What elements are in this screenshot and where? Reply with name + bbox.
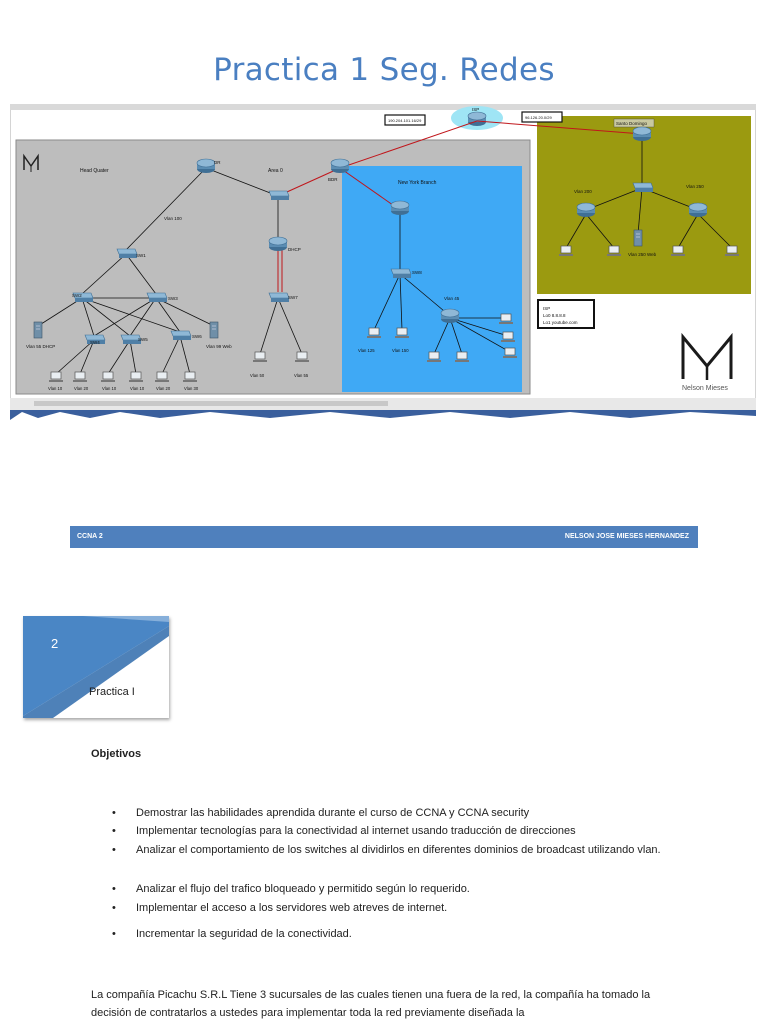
bdr-router bbox=[331, 159, 349, 173]
ny-router bbox=[391, 201, 409, 215]
dr-router bbox=[197, 159, 215, 173]
sw8-switch bbox=[391, 269, 411, 278]
isp-subnet-left: 190.204.101.16/29 bbox=[388, 118, 422, 123]
vlan250-router bbox=[689, 203, 707, 217]
dhcp-router bbox=[269, 237, 287, 251]
svg-text:Vlan 50: Vlan 50 bbox=[250, 373, 265, 378]
svg-text:Vlan 20: Vlan 20 bbox=[156, 386, 171, 391]
area0-switch bbox=[269, 191, 289, 200]
svg-text:DR: DR bbox=[214, 160, 221, 165]
svg-text:SW1: SW1 bbox=[136, 253, 146, 258]
svg-text:Vlan 30: Vlan 30 bbox=[184, 386, 199, 391]
ny-wireless-router bbox=[441, 309, 459, 323]
page-title: Practica 1 Seg. Redes bbox=[213, 52, 555, 88]
objectives-heading: Objetivos bbox=[91, 748, 142, 760]
svg-text:ISP: ISP bbox=[472, 107, 480, 112]
svg-text:Vlan 250 Web: Vlan 250 Web bbox=[628, 252, 657, 257]
sd-label: Santo Domingo bbox=[616, 121, 648, 126]
svg-text:Vlan 99 Web: Vlan 99 Web bbox=[206, 344, 232, 349]
list-item: • Implementar tecnologías para la conectividad al internet usando traducción de direcciones bbox=[112, 825, 576, 837]
section-tile bbox=[23, 616, 169, 718]
svg-text:DHCP: DHCP bbox=[288, 247, 301, 252]
svg-text:Vlan 100: Vlan 100 bbox=[164, 216, 182, 221]
header-author: NELSON JOSE MIESES HERNANDEZ bbox=[564, 533, 689, 540]
list-item: • Analizar el comportamiento de los switches al dividirlos en diferentes dominios de broadcast utilizando vlan. bbox=[112, 844, 661, 856]
svg-text:SW6: SW6 bbox=[192, 334, 202, 339]
sd-router bbox=[633, 127, 651, 141]
svg-text:Vlan 45: Vlan 45 bbox=[444, 296, 460, 301]
list-item: • Incrementar la seguridad de la conectividad. bbox=[112, 928, 352, 940]
svg-text:SW4: SW4 bbox=[90, 340, 100, 345]
vlan200-router bbox=[577, 203, 595, 217]
svg-text:Vlan 125: Vlan 125 bbox=[358, 348, 375, 353]
list-item: • Demostrar las habilidades aprendida durante el curso de CCNA y CCNA security bbox=[112, 807, 530, 819]
list-item: • Implementar el acceso a los servidores web atreves de internet. bbox=[112, 902, 448, 914]
svg-text:Vlan 10: Vlan 10 bbox=[102, 386, 117, 391]
svg-text:Vlan 10: Vlan 10 bbox=[48, 386, 63, 391]
svg-text:Nelson Mieses: Nelson Mieses bbox=[682, 385, 728, 392]
svg-text:SW5: SW5 bbox=[138, 337, 148, 342]
svg-text:Vlan 250: Vlan 250 bbox=[686, 184, 704, 189]
svg-text:Vlan 200: Vlan 200 bbox=[574, 189, 592, 194]
network-topology-diagram bbox=[10, 104, 756, 420]
svg-text:ISP: ISP bbox=[543, 306, 551, 311]
svg-text:SW2: SW2 bbox=[72, 293, 82, 298]
svg-text:Vlan 10: Vlan 10 bbox=[130, 386, 145, 391]
svg-text:Vlan 55 DHCP: Vlan 55 DHCP bbox=[26, 344, 56, 349]
svg-text:Lo0 8.8.8.8: Lo0 8.8.8.8 bbox=[543, 313, 566, 318]
section-label: Practica I bbox=[89, 686, 135, 698]
svg-text:Vlan 20: Vlan 20 bbox=[74, 386, 89, 391]
sw6-switch bbox=[171, 331, 191, 340]
header-bar bbox=[70, 526, 698, 548]
ny-label: New York Branch bbox=[398, 180, 437, 186]
sw3-switch bbox=[147, 293, 167, 302]
svg-text:SW7: SW7 bbox=[288, 295, 298, 300]
svg-text:Lo1 youtube.com: Lo1 youtube.com bbox=[543, 320, 578, 325]
sw1-switch bbox=[117, 249, 137, 258]
list-item: • Analizar el flujo del trafico bloqueado y permitido según lo requerido. bbox=[112, 883, 470, 895]
svg-text:SW3: SW3 bbox=[168, 296, 178, 301]
isp-subnet-right: 96.126.20.0/29 bbox=[525, 115, 552, 120]
section-number: 2 bbox=[51, 636, 59, 651]
intro-paragraph: La compañía Picachu S.R.L Tiene 3 sucursales de las cuales tienen una fuera de la red, la compañía ha tomado la decisión de contratarlos a ustedes para implementar toda la red previamente diseñada la bbox=[91, 989, 651, 1019]
area0-label: Area 0 bbox=[268, 168, 283, 174]
hq-label: Head Quater bbox=[80, 168, 109, 174]
svg-text:BDR: BDR bbox=[328, 177, 338, 182]
svg-text:Vlan 55: Vlan 55 bbox=[294, 373, 309, 378]
svg-text:Vlan 150: Vlan 150 bbox=[392, 348, 409, 353]
sw7-switch bbox=[269, 293, 289, 302]
santo-domingo-area bbox=[537, 116, 751, 294]
header-course: CCNA 2 bbox=[77, 533, 103, 540]
svg-text:SW8: SW8 bbox=[412, 270, 422, 275]
sd-switch bbox=[633, 183, 653, 192]
